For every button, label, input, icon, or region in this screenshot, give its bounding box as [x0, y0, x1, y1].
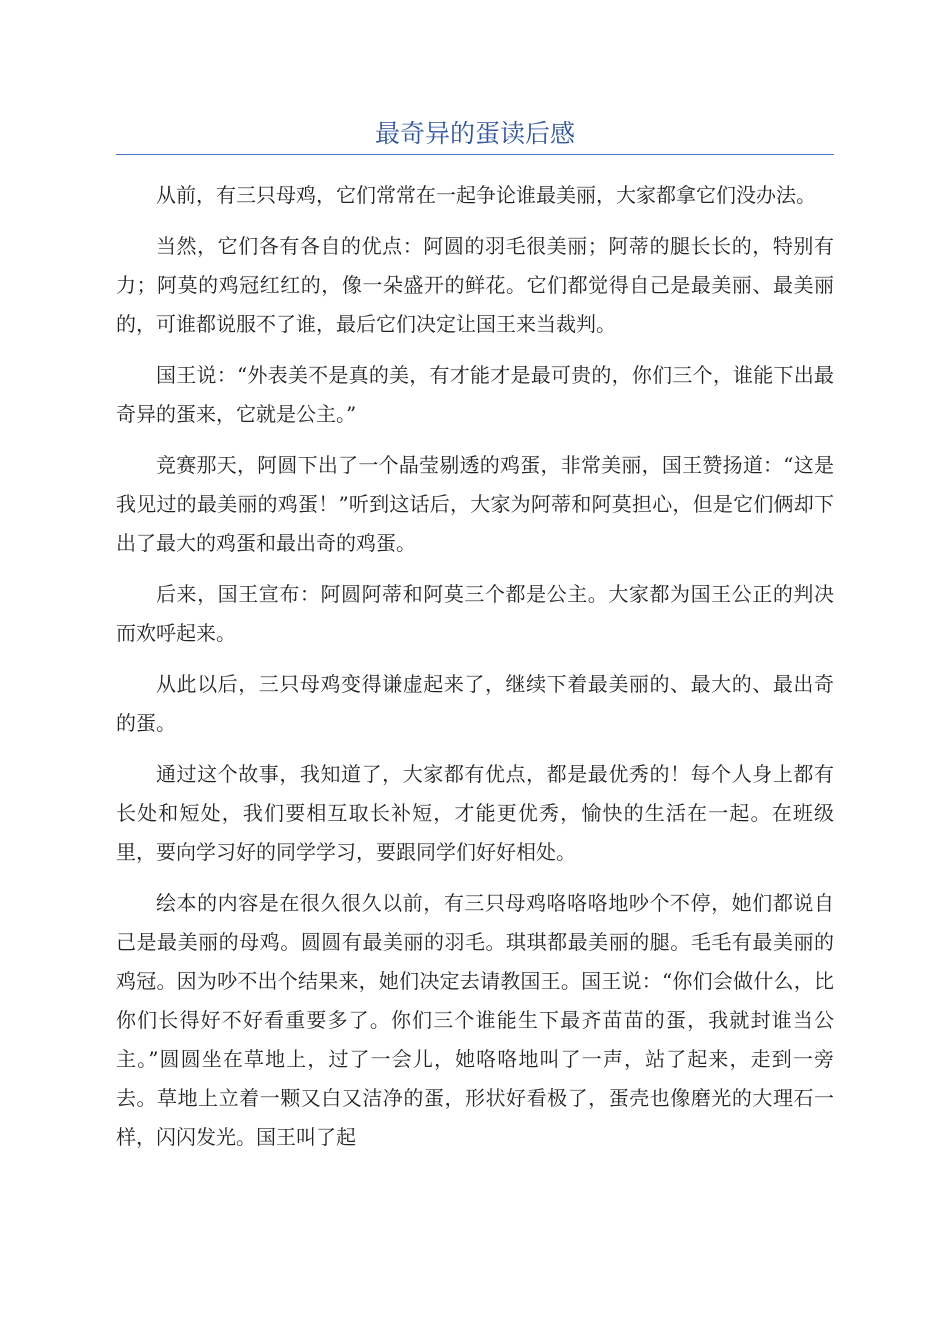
paragraph: 绘本的内容是在很久很久以前，有三只母鸡咯咯咯地吵个不停，她们都说自己是最美丽的母鸡。圆圆有最美丽的羽毛。琪琪都最美丽的腿。毛毛有最美丽的鸡冠。因为吵不出个结果来，她们决定去请教国王。国王说：“你们会做什么，比你们长得好不好看重要多了。你们三个谁能生下最齐苗苗的蛋，我就封谁当公主。”圆圆坐在草地上，过了一会儿，她咯咯地叫了一声，站了起来，走到一旁去。草地上立着一颗又白又洁净的蛋，形状好看极了，蛋壳也像磨光的大理石一样，闪闪发光。国王叫了起: [116, 891, 834, 1149]
document-body: [116, 176, 834, 1169]
paragraph: 从此以后，三只母鸡变得谦虚起来了，继续下着最美丽的、最大的、最出奇的蛋。: [116, 672, 834, 735]
paragraph: 当然，它们各有各自的优点：阿圆的羽毛很美丽；阿蒂的腿长长的，特别有力；阿莫的鸡冠红红的，像一朵盛开的鲜花。它们都觉得自己是最美丽、最美丽的，可谁都说服不了谁，最后它们决定让国王来当裁判。: [116, 234, 834, 336]
page-title: 最奇异的蛋读后感: [374, 119, 575, 148]
paragraph: 竞赛那天，阿圆下出了一个晶莹剔透的鸡蛋，非常美丽，国王赞扬道：“这是我见过的最美丽的鸡蛋！”听到这话后，大家为阿蒂和阿莫担心，但是它们俩却下出了最大的鸡蛋和最出奇的鸡蛋。: [116, 453, 834, 555]
title-underline: [116, 154, 834, 155]
paragraph: 国王说：“外表美不是真的美，有才能才是最可贵的，你们三个，谁能下出最奇异的蛋来，它就是公主。”: [116, 363, 834, 426]
paragraph: 从前，有三只母鸡，它们常常在一起争论谁最美丽，大家都拿它们没办法。: [156, 183, 816, 207]
paragraph: 后来，国王宣布：阿圆阿蒂和阿莫三个都是公主。大家都为国王公正的判决而欢呼起来。: [116, 582, 834, 645]
paragraph: 通过这个故事，我知道了，大家都有优点，都是最优秀的！每个人身上都有长处和短处，我们要相互取长补短，才能更优秀，愉快的生活在一起。在班级里，要向学习好的同学学习，要跟同学们好好相处。: [116, 762, 834, 864]
